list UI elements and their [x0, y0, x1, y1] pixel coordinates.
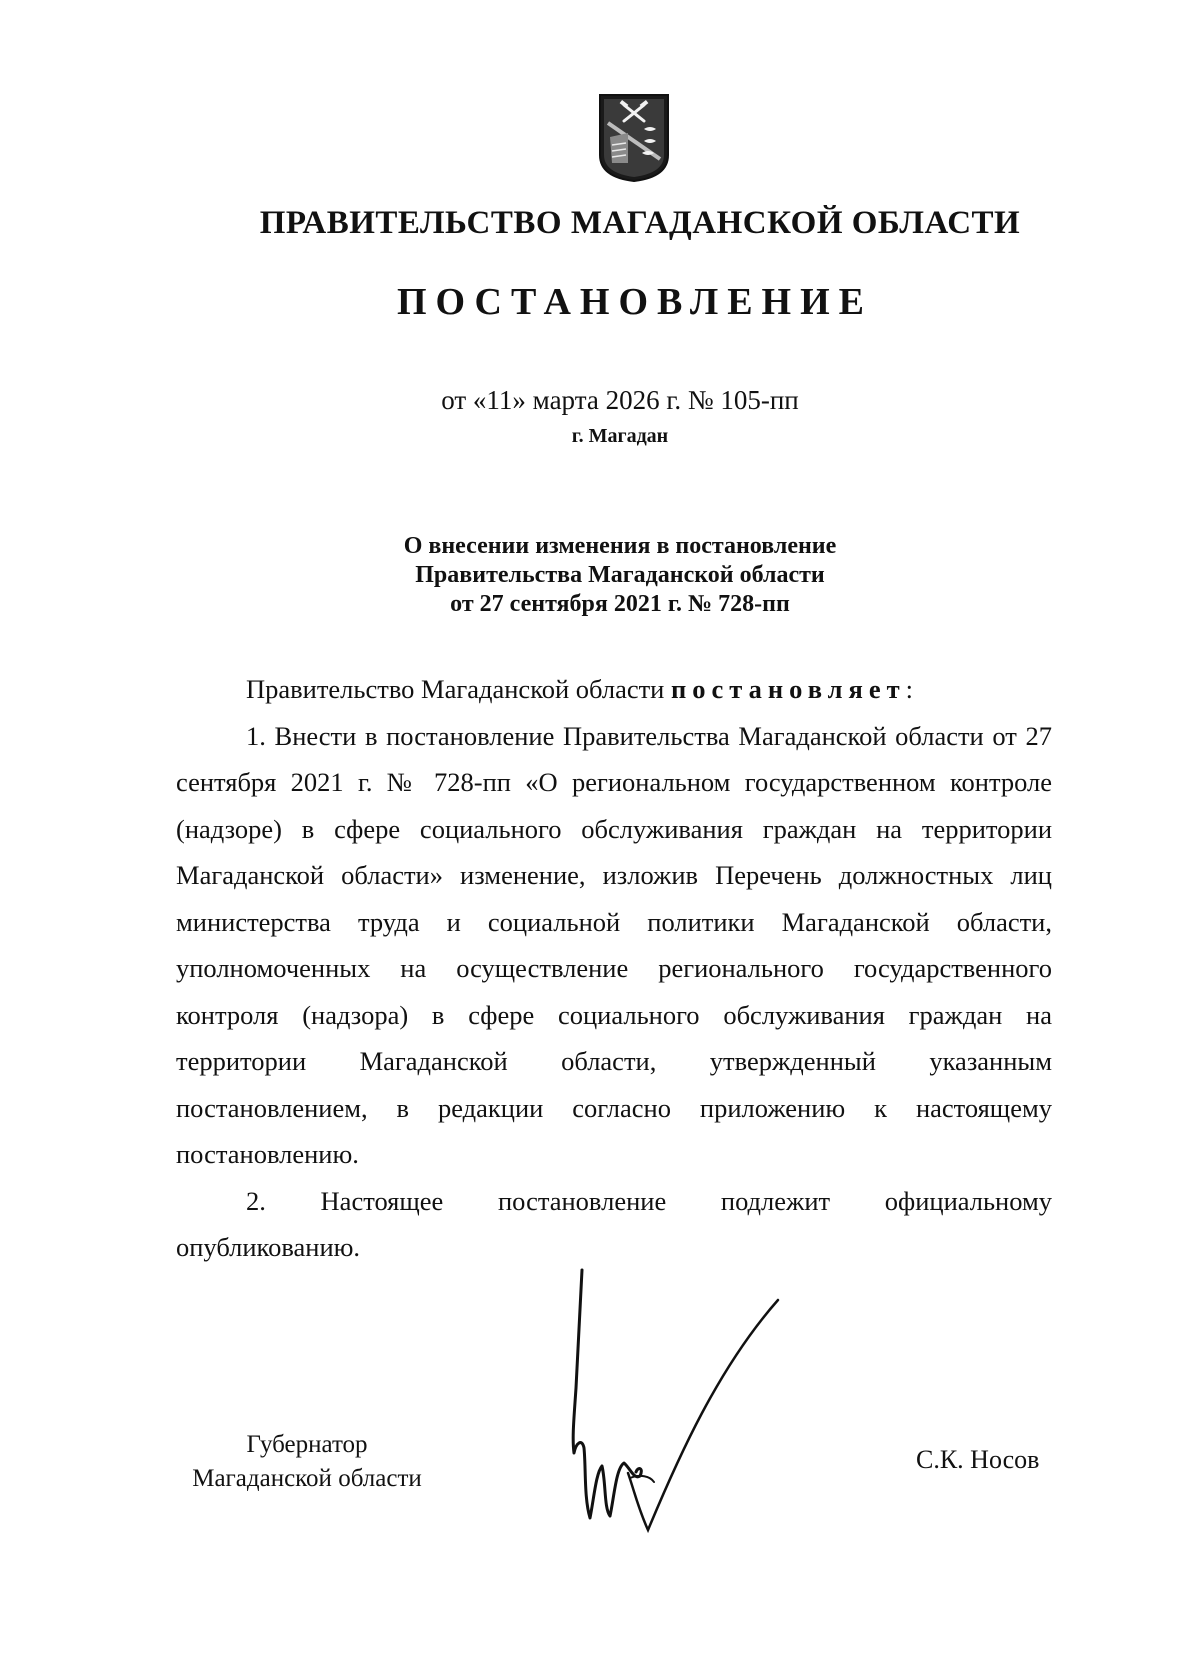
document-title — [0, 532, 1200, 619]
item-2-word: официальному — [884, 1185, 1052, 1216]
handwritten-signature-icon — [568, 1268, 798, 1538]
item-2-word: подлежит — [720, 1185, 831, 1216]
signatory-position — [176, 1428, 438, 1496]
document-city: г. Магадан — [571, 425, 669, 447]
signatory-position-line: Губернатор — [246, 1431, 368, 1458]
magadan-region-coat-of-arms-icon — [598, 93, 670, 182]
item-2-first-line — [246, 1178, 1052, 1225]
document-body — [176, 666, 1052, 1271]
document-type: ПОСТАНОВЛЕНИЕ — [396, 281, 874, 323]
document-title-line: от 27 сентября 2021 г. № 728-пп — [450, 591, 790, 617]
signatory-position-line: Магаданской области — [192, 1465, 422, 1492]
preamble-text: Правительство Магаданской области — [246, 674, 671, 704]
preamble-colon: : — [905, 674, 914, 704]
item-2-word: Настоящее — [320, 1185, 444, 1216]
document-title-line: О внесении изменения в постановление — [403, 533, 837, 559]
signatory-name: С.К. Носов — [916, 1445, 1040, 1474]
organization-name: ПРАВИТЕЛЬСТВО МАГАДАНСКОЙ ОБЛАСТИ — [259, 205, 1021, 241]
item-2-word: постановление — [497, 1185, 667, 1216]
document-title-line: Правительства Магаданской области — [415, 562, 825, 588]
item-2-word: 2. — [246, 1185, 266, 1216]
preamble-verb: постановляет — [670, 674, 906, 704]
item-2-paragraph — [176, 1178, 1052, 1271]
item-1-paragraph: 1. Внести в постановление Правительства Магаданской области от 27 сентября 2021 г. № 728-пп «О региональном государственном контроле (надзоре) в сфере социального обслуживания граждан на территории Магаданской области» изменение, изложив Перечень должностных лиц министерства труда и социальной политики Магаданской области, уполномоченных на осуществление регионального государственного контроля (надзора) в сфере социального обслуживания граждан на территории Магаданской области, утвержденный указанным постановлением, в редакции согласно приложению к настоящему постановлению. — [176, 720, 1052, 1169]
preamble-paragraph — [176, 666, 1052, 713]
item-2-second-line: опубликованию. — [176, 1232, 361, 1262]
document-date-number: от «11» марта 2026 г. № 105-пп — [441, 385, 799, 415]
